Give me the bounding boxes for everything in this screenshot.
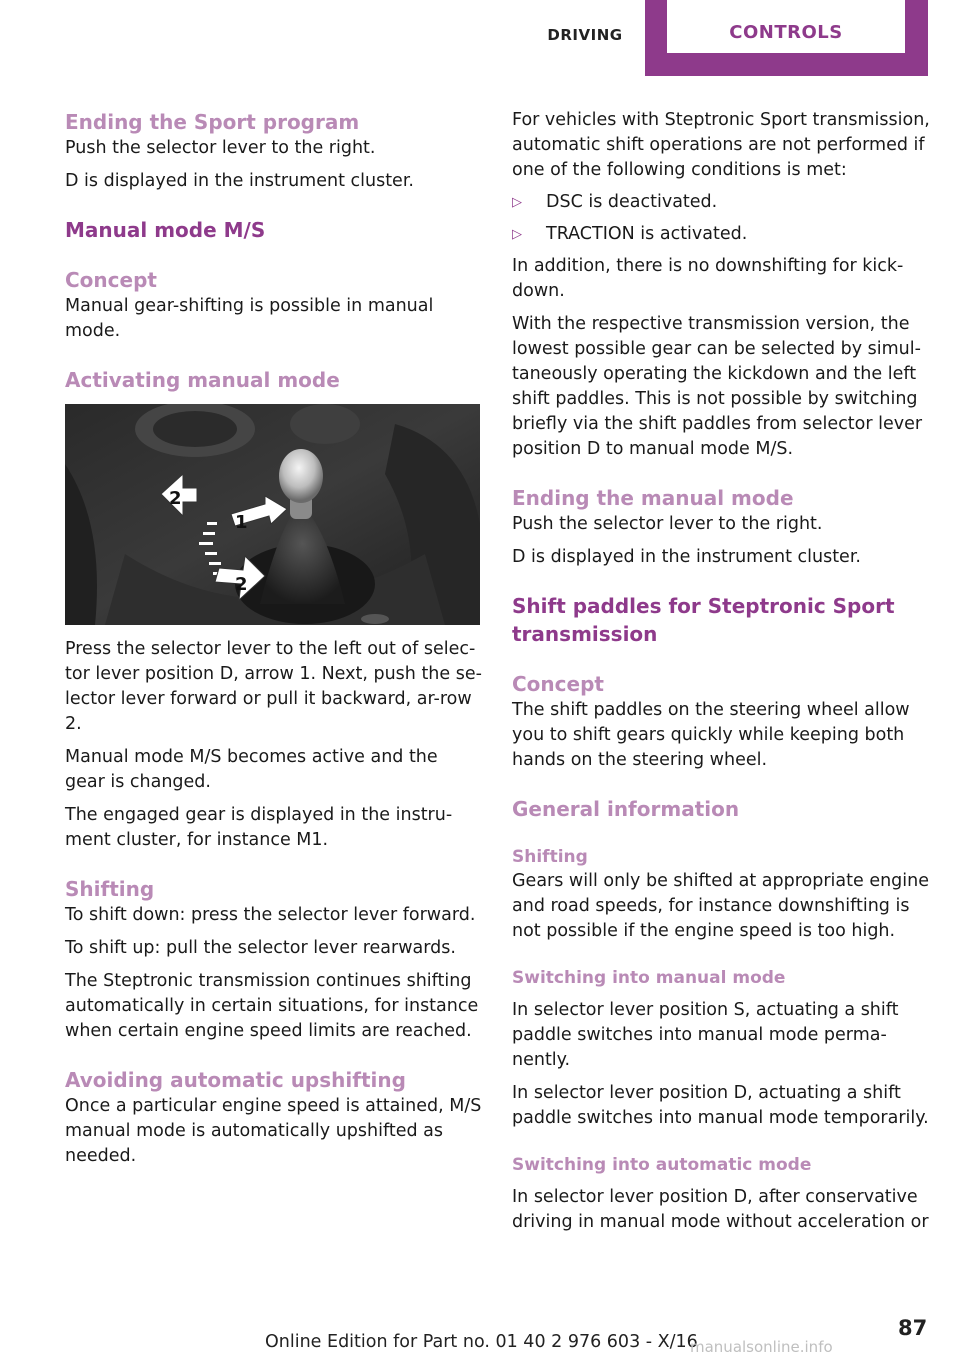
triangle-bullet-icon: ▷ — [512, 227, 522, 242]
page-number: 87 — [898, 1316, 928, 1340]
manual-mode-heading: Manual mode M/S — [65, 218, 266, 242]
section-label: DRIVING — [547, 26, 623, 44]
paddles-shifting-p1: Gears will only be shifted at appropriate engine and road speeds, for instance downshifting is not possible if the engine speed is too high. — [512, 871, 930, 941]
lowest-gear-text: With the respective transmission version, the lowest possible gear can be selected by simul-taneously operating the kickdown and the left shift paddles. This is not possible by switching briefly via the shift paddles from selector lever position D to manual mode M/S. — [512, 314, 923, 459]
into-auto-p1: In selector lever position D, after conservative driving in manual mode without acceleration or — [512, 1187, 929, 1232]
paddles-concept-heading: Concept — [512, 672, 604, 696]
bullet-item — [512, 222, 930, 247]
activating-p2: Manual mode M/S becomes active and the gear is changed. — [65, 747, 438, 792]
shifting-p2: To shift up: pull the selector lever rearwards. — [65, 938, 456, 958]
shifting-p1: To shift down: press the selector lever forward. — [65, 905, 476, 925]
arrow-2-bottom-label: 2 — [235, 574, 248, 595]
triangle-bullet-icon: ▷ — [512, 195, 522, 210]
paddles-shifting-heading: Shifting — [512, 847, 588, 867]
ending-sport-p2: D is displayed in the instrument cluster. — [65, 171, 414, 191]
activating-p1: Press the selector lever to the left out of selec-tor lever position D, arrow 1. Next, push the se-lector lever forward or pull it backward, ar-row 2. — [65, 639, 482, 734]
left-column — [65, 108, 483, 1169]
bullet-text: TRACTION is activated. — [546, 224, 748, 244]
ending-sport-p1: Push the selector lever to the right. — [65, 138, 376, 158]
bullet-item — [512, 190, 930, 215]
avoiding-p1: Once a particular engine speed is attained, M/S manual mode is automatically upshifted as needed. — [65, 1096, 482, 1166]
into-manual-p2: In selector lever position D, actuating a shift paddle switches into manual mode temporarily. — [512, 1083, 929, 1128]
paddles-heading: Shift paddles for Steptronic Sport transmission — [512, 594, 895, 646]
selector-lever-photo — [65, 404, 480, 625]
arrow-2-top-label: 2 — [169, 488, 182, 509]
footer-edition: Online Edition for Part no. 01 40 2 976 603 - X/16 — [265, 1332, 698, 1352]
chapter-tab — [645, 0, 928, 76]
right-intro: For vehicles with Steptronic Sport transmission, automatic shift operations are not performed if one of the following conditions is met: — [512, 110, 930, 180]
into-auto-heading: Switching into automatic mode — [512, 1155, 812, 1175]
activating-heading: Activating manual mode — [65, 368, 340, 392]
shifting-heading: Shifting — [65, 877, 155, 901]
ending-manual-p1: Push the selector lever to the right. — [512, 514, 823, 534]
into-manual-heading: Switching into manual mode — [512, 968, 786, 988]
ending-sport-heading: Ending the Sport program — [65, 110, 360, 134]
right-column — [512, 108, 930, 1235]
avoiding-heading: Avoiding automatic upshifting — [65, 1068, 406, 1092]
concept-heading: Concept — [65, 268, 157, 292]
activating-p3: The engaged gear is displayed in the instru-ment cluster, for instance M1. — [65, 805, 453, 850]
chapter-label: CONTROLS — [729, 22, 843, 43]
arrow-1-label: 1 — [235, 512, 248, 533]
ending-manual-heading: Ending the manual mode — [512, 486, 794, 510]
paddles-concept-p1: The shift paddles on the steering wheel allow you to shift gears quickly while keeping both hands on the steering wheel. — [512, 700, 910, 770]
shifting-p3: The Steptronic transmission continues shifting automatically in certain situations, for instance when certain engine speed limits are reached. — [65, 971, 479, 1041]
ending-manual-p2: D is displayed in the instrument cluster. — [512, 547, 861, 567]
concept-p1: Manual gear-shifting is possible in manual mode. — [65, 296, 434, 341]
general-info-heading: General information — [512, 797, 740, 821]
bullet-text: DSC is deactivated. — [546, 192, 718, 212]
chapter-tab-inner — [667, 0, 905, 53]
into-manual-p1: In selector lever position S, actuating a shift paddle switches into manual mode perma-nently. — [512, 1000, 899, 1070]
kickdown-text: In addition, there is no downshifting for kick-down. — [512, 256, 904, 301]
watermark: manualsonline.info — [690, 1338, 833, 1356]
